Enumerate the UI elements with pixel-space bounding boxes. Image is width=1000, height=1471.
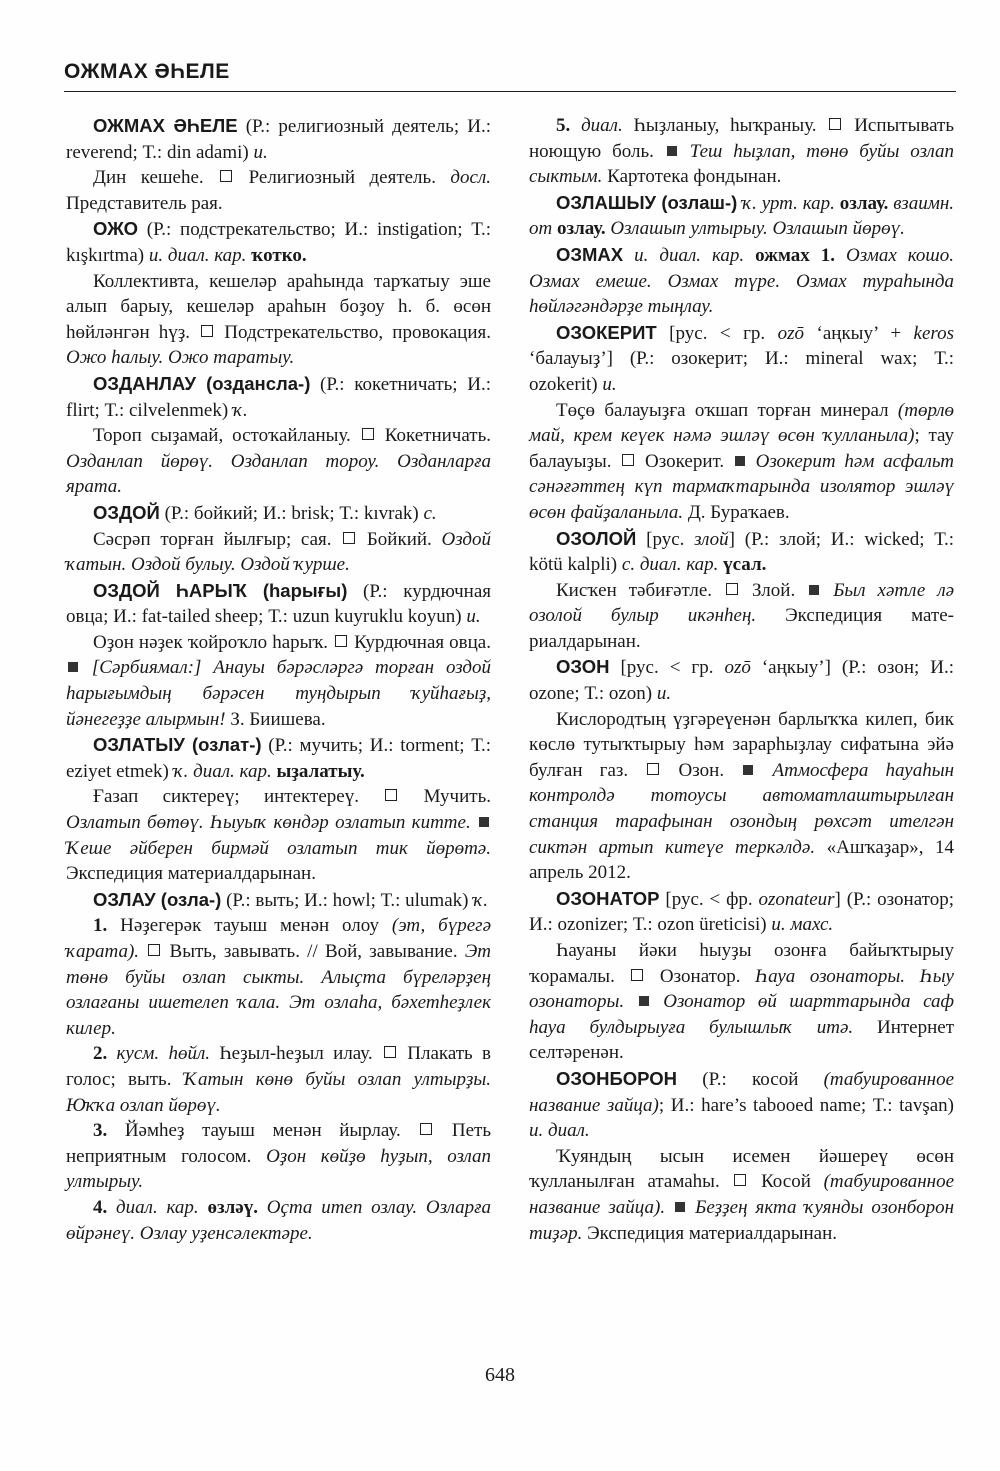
headword: ОЗОН [556, 656, 610, 678]
entry-ozmakh [529, 242, 954, 320]
illustration-square-icon [735, 456, 745, 466]
sense-number: 2. [93, 1043, 108, 1065]
sense-3 [66, 1118, 491, 1195]
entry-ozlau [66, 887, 491, 914]
etymon: keros [913, 322, 954, 344]
translation: Кокетничать. [375, 425, 491, 447]
translation: Петь неприятным голосом. [66, 1120, 492, 1167]
headword: ОЗДОЙ [93, 501, 160, 523]
source: Экспедиция материалдарынан. [582, 1222, 838, 1244]
grammar: ] (Р.: злой; И.: wicked; Т.: kötü kalpli) [529, 528, 954, 576]
grammar: (Р.: выть; И.: howl; Т.: ulumak) [221, 889, 474, 911]
translation-square-icon [343, 532, 355, 544]
definition [66, 423, 491, 500]
entry-ozdoi [66, 500, 491, 527]
illustration-square-icon [675, 1202, 685, 1212]
example: Озлашып ултырыу. Озлашып йөрөү. [605, 218, 905, 240]
headword: ОЗЛАТЫУ [93, 734, 185, 756]
example: Озлатып бөтөү. Һыуыҡ көндәр озлатып китте. [66, 812, 477, 834]
pos-label: и. [602, 373, 617, 395]
translation: Подстрекательство, провокация. [215, 321, 491, 343]
definition [529, 578, 954, 655]
illustration-square-icon [68, 662, 78, 672]
translation-square-icon [335, 635, 347, 647]
cross-reference: ыҙалатыу. [271, 760, 365, 782]
definition-text: Кисҡен тәбиғәтле. [556, 579, 725, 601]
translation-square-icon [384, 1046, 396, 1058]
grammar: (Р.: курдючная овца; И.: fat-tailed sheep; Т.: uzun kuyruklu koyun) [66, 580, 491, 628]
translation: Курдючная овца. [349, 631, 491, 653]
definition [66, 630, 491, 732]
definition [66, 165, 491, 216]
label: и. диал. [529, 1120, 590, 1142]
definition-text: Ҡуяндың ысын исемен йәшереү өсөн ҡулланылған атамаһы. [529, 1145, 954, 1193]
example: Озокерит һәм асфальт сәнәғәттең күп тармаҡтарында изолятор эшләү өсөн файҙаланыла. [529, 450, 954, 523]
cross-reference: ҡотко. [246, 244, 307, 266]
stem-form: (озла-) [155, 888, 222, 910]
translation: Озон. [661, 759, 742, 781]
etymology: [рус. [636, 528, 695, 550]
source: Картотека фондынан. [602, 166, 782, 188]
sense-number: 1. [93, 915, 108, 937]
label: ҡ. урт. кар. [737, 192, 835, 214]
headword: ОЗОЛОЙ [556, 527, 637, 549]
definition [66, 784, 491, 886]
sense-number: 5. [556, 115, 571, 136]
entry-ozonator [529, 886, 954, 938]
usage-note: (табуированное название зайца). [529, 1171, 954, 1218]
translation-square-icon [726, 583, 738, 595]
example: Беҙҙең якта ҡуянды озонборон тиҙәр. [529, 1196, 954, 1244]
translation: Выть, завывать. // Вой, завывание. [162, 941, 465, 962]
label: и. диал. кар. [623, 244, 745, 266]
entry-ozokerit [529, 320, 954, 398]
definition-text: Кислородтың үҙгәреүенән барлыҡҡа килеп, бик көслө тутыҡтырыу һәм зарарһыҙлау сифатына эйә булған газ. [529, 708, 954, 781]
pos-label: ҡ. [232, 399, 248, 421]
label: с. диал. кар. [621, 554, 719, 576]
sense-4 [66, 1195, 491, 1246]
translation: Бойкий. [357, 528, 442, 550]
cross-reference: үсал. [718, 554, 767, 576]
stem-form: (озлат-) [184, 734, 262, 756]
translation-square-icon [220, 170, 232, 182]
definition-text: ; тау балауыҙы. [529, 425, 954, 472]
definition-text: Ғазап сиктереү; интектереү. [93, 786, 384, 808]
headword: ОЖО [93, 218, 139, 240]
stem-form: (һарығы) [246, 579, 348, 601]
example: Озмах кошо. Озмах емеше. Озмах түре. Озмах тураһында һөйләгәндәрҙе тыңлау. [529, 244, 955, 318]
translation-square-icon [829, 118, 841, 130]
illustration-square-icon [667, 146, 677, 156]
definition-text: Нәҙегерәк тауыш менән олоу [107, 915, 392, 937]
example: Атмосфера һауаһын контролдә тотоусы автоматлаштырылған станция тарафынан озондың рөхсәт ителгән сиктән артып китеүе теркәлдә. [529, 759, 955, 858]
stem-form: (озлаш-) [656, 191, 738, 213]
example: Озонатор өй шарттарында саф һауа булдырыуға булышлыҡ итә. [529, 991, 955, 1038]
translation-square-icon [201, 325, 213, 337]
header-rule [64, 91, 956, 92]
example: Ҡатын көнө буйы озлап ултырҙы. Юҡҡа озлап йөрөү. [66, 1068, 491, 1116]
headword: ОЗЛАШЫУ [556, 191, 657, 213]
source: З. Биишева. [225, 708, 326, 730]
entry-ozdoi-haryk [66, 578, 491, 630]
etymon: ozō [724, 657, 751, 679]
translation-square-icon [734, 1174, 746, 1186]
label: и. махс. [771, 914, 834, 936]
grammar: (Р.: религиозный деятель; И.: reverend; Т.: din adami) [66, 116, 491, 163]
etymon: злой [694, 528, 729, 550]
grammar: (Р.: бойкий; И.: brisk; Т.: kıvrak) [159, 502, 424, 524]
left-column [66, 113, 491, 1246]
definition [529, 707, 954, 886]
definition-text: Һыҙланыу, һыҡраныу. [622, 115, 828, 136]
translation: Косой [748, 1171, 824, 1193]
label: кусм. һөйл. [107, 1043, 211, 1065]
grammar: ] (Р.: озонатор; И.: ozonizer; Т.: ozon üreticisi) [529, 888, 954, 936]
grammar: ‘балауыҙ’] (Р.: озокерит; И.: mineral wax; Т.: ozokerit) [529, 348, 954, 395]
headword: ОЗОКЕРИТ [556, 321, 657, 343]
entry-ozhmakh-ahele [66, 113, 491, 165]
cross-reference: озлау. [552, 218, 606, 240]
definition [66, 269, 491, 371]
headword: ОЗЛАУ [93, 888, 156, 910]
illustration-square-icon [809, 585, 819, 595]
cross-reference: өзләү. [198, 1196, 258, 1218]
definition-text: Оҙон нәҙек ҡойроҡло һарыҡ. [93, 631, 334, 653]
headword: ОЗМАХ [556, 243, 624, 265]
example: [Сәрбиямал:] Анауы бәрәсләргә торған оздой һарығымдың бәрәсен туңдырып ҡуйһағыҙ, йәнегеҙҙе алырмын! [66, 657, 492, 730]
usage-note: (табуированное название зайца) [529, 1068, 954, 1116]
cross-reference: ожмах 1. [744, 244, 836, 266]
translation: Злой. [740, 579, 808, 601]
entry-ozho [66, 216, 491, 268]
grammar: ; И.: hare’s tabooed name; Т.: tavşan) [658, 1094, 954, 1116]
label: досл. [450, 167, 491, 189]
etymology: [рус. < фр. [659, 888, 759, 910]
translation-square-icon [362, 428, 374, 440]
label: ҡ. диал. кар. [173, 760, 272, 782]
label: взаимн. от [529, 192, 954, 240]
example: Ҡеше әйберен бирмәй озлатып тик йөрөтә. [66, 837, 491, 859]
pos-label: с. [423, 502, 437, 524]
sense-number: 3. [93, 1120, 108, 1142]
definition-text: Дин кешеһе. [93, 167, 219, 189]
pos-label: и. [466, 606, 481, 628]
sense-1 [66, 913, 491, 1041]
example: Һауа озонаторы. Һыу озонаторы. [529, 965, 954, 1013]
translation: Озокерит. [636, 450, 733, 472]
example: Оҫта итеп озлау. Озларға өйрәнеү. Озлау уҙенсәлектәре. [66, 1196, 492, 1244]
etymon: ozonateur [758, 888, 835, 910]
example: Озданлап йөрөү. Озданлап тороу. Озданларға ярата. [66, 450, 491, 498]
translation: Плакать в голос; выть. [66, 1043, 491, 1090]
definition-text: Коллективта, кешеләр араһында тарҡатыу эше алып барыу, кешеләр араһын боҙоу һ. б. өсөн һөйләнгән һүҙ. [66, 270, 491, 343]
definition-text: Һеҙыл-һеҙыл илау. [210, 1043, 382, 1065]
grammar: (Р.: косой [677, 1068, 824, 1090]
definition-text: Төҫө балауыҙға оҡшап торған минерал [556, 399, 898, 421]
illustration-square-icon [743, 765, 753, 775]
translation-square-icon [385, 789, 397, 801]
example: Теш һыҙлап, төнө буйы озлап сыктым. [529, 140, 954, 188]
grammar: ‘аңкыу’] (Р.: озон; И.: ozone; Т.: ozon) [529, 657, 954, 705]
source: «Ашҡаҙар», 14 апрель 2012. [529, 836, 954, 884]
entry-ozdanlau [66, 371, 491, 423]
page-number: 648 [485, 1364, 515, 1386]
definition [529, 398, 954, 526]
example: Эт төнө буйы озлап сыкты. Алыҫта бүреләрҙең озлағаны ишетелеп ҡала. Эт озлаһа, бәхетһеҙлек килер. [66, 941, 492, 1039]
source: Экспедиция материалдарынан. [66, 863, 316, 885]
headword: ОЖМАХ ӘҺЕЛЕ [93, 115, 238, 136]
usage-note: (эт, бүрегә ҡарата). [66, 915, 491, 962]
headword: ОЗДАНЛАУ [93, 372, 197, 394]
example: Был хәтле лә озолой булыр икәнһең. [529, 579, 955, 627]
pos-label: и. [253, 141, 268, 163]
definition-text: Һауаны йәки һыуҙы озонға байыҡтырыу ҡорамалы. [529, 940, 954, 987]
usage-note: (төрлө май, крем кеүек нәмә эшләү өсөн ҡулланыла) [529, 399, 954, 447]
example: Оздой ҡатын. Оздой булыу. Оздой ҡурше. [66, 528, 491, 576]
source: Экспедиция материалдарынан. [529, 605, 954, 652]
sense-number: 4. [93, 1196, 108, 1218]
label: диал. [570, 115, 623, 136]
translation-square-icon [420, 1123, 432, 1135]
source: Интернет селтәренән. [529, 1016, 955, 1064]
illustration-square-icon [639, 996, 649, 1006]
headword: ОЗОНАТОР [556, 887, 660, 909]
stem-form: (оздансла-) [196, 372, 311, 394]
example: Ожо һалыу. Ожо таратыу. [66, 347, 295, 369]
entry-ozoloi [529, 526, 954, 578]
grammar: (Р.: подстрекательство; И.: instigation; Т.: kışkırtma) [66, 219, 491, 266]
pos-label: и. [656, 683, 672, 705]
definition [529, 1144, 954, 1246]
etymology: [рус. < гр. [656, 322, 778, 344]
translation-square-icon [148, 944, 160, 956]
translation: Испытывать ноющую боль. [529, 115, 954, 162]
definition-text: Тороп сыҙамай, остоҡайланыу. [93, 425, 360, 447]
etymology: ‘аңкыу’ + [804, 322, 914, 344]
cross-reference: озлау. [834, 192, 889, 214]
source: Д. Бураҡаев. [683, 501, 790, 523]
label: и. диал. кар. [148, 244, 247, 266]
definition [529, 938, 954, 1066]
grammar: (Р.: кокетничать; И.: flirt; Т.: cilvelenmek) [66, 373, 491, 421]
sense-2 [66, 1041, 491, 1118]
definition-text: Йәмһеҙ тауыш менән йырлау. [107, 1120, 419, 1142]
translation-square-icon [631, 969, 643, 981]
definition-text: Сәсрәп торған йылғыр; сая. [93, 528, 342, 550]
headword: ОЗДОЙ ҺАРЫҠ [93, 579, 247, 601]
entry-ozlashyu [529, 190, 954, 242]
illustration-square-icon [479, 817, 489, 827]
entry-ozon [529, 654, 954, 706]
sense-5 [529, 113, 954, 190]
headword: ОЗОНБОРОН [556, 1067, 678, 1089]
translation-square-icon [647, 763, 659, 775]
running-head: ОЖМАХ ӘҺЕЛЕ [64, 60, 230, 83]
pos-label: ҡ. [473, 889, 488, 911]
definition [66, 527, 491, 578]
translation: Озонатор. [645, 965, 756, 987]
translation: Мучить. [399, 786, 491, 808]
example: Оҙон көйҙө һуҙып, озлап ултырыу. [66, 1145, 492, 1193]
translation-tail: Представитель рая. [66, 192, 223, 214]
right-column [529, 113, 954, 1246]
translation: Религиозный деятель. [234, 167, 451, 189]
entry-ozlatyu [66, 732, 491, 784]
etymology: [рус. < гр. [609, 657, 725, 679]
label: диал. кар. [107, 1196, 199, 1218]
grammar: (Р.: мучить; И.: torment; Т.: eziyet etmek) [66, 735, 492, 782]
etymon: ozō [777, 322, 805, 344]
translation-square-icon [622, 454, 634, 466]
entry-ozonboron [529, 1066, 954, 1144]
